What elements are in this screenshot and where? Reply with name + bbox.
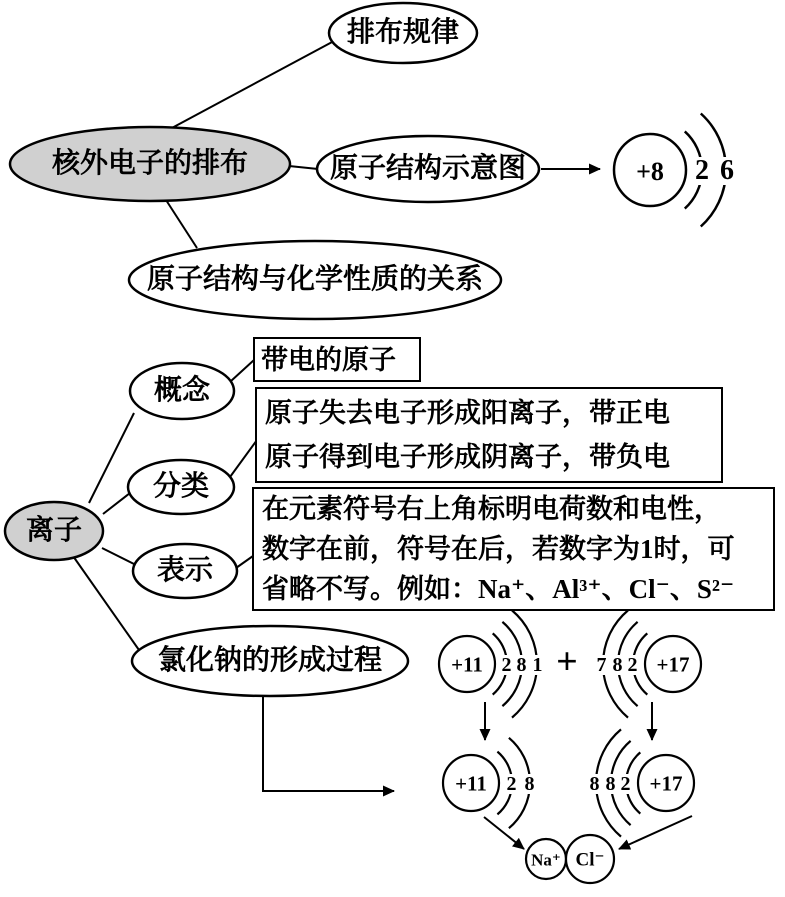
sodium-atom-nucleus-label: +11 xyxy=(451,652,483,677)
sodium-atom-shell-1-count: 2 xyxy=(501,654,513,676)
cl-product-label: Cl⁻ xyxy=(575,849,605,871)
chlorine-atom-nucleus-label: +17 xyxy=(656,652,690,677)
node-label-atomic-structure-diagram: 原子结构示意图 xyxy=(329,153,527,184)
connector-ion-to-representation xyxy=(102,548,134,564)
arrow-sodium-ion-to-na xyxy=(484,817,524,849)
oxygen-shell-1-count: 2 xyxy=(695,155,709,186)
notation-line-3: 省略不写。例如：Na⁺、Al³⁺、Cl⁻、S²⁻ xyxy=(262,574,735,604)
classification-line-1: 原子失去电子形成阳离子，带正电 xyxy=(265,398,670,428)
sodium-atom-shell-3-count: 1 xyxy=(532,654,544,676)
concept-definition-text: 带电的原子 xyxy=(261,344,396,375)
node-label-classification: 分类 xyxy=(152,471,210,502)
chloride-ion-nucleus-label: +17 xyxy=(649,771,683,796)
connector-ion-to-nacl xyxy=(73,556,139,650)
connector-electrons-to-rules xyxy=(170,41,334,129)
arrow-nacl-to-process xyxy=(263,697,394,791)
sodium-atom-shell-2-count: 8 xyxy=(516,654,528,676)
notation-box xyxy=(252,487,775,611)
connector-electrons-to-relation xyxy=(166,200,197,248)
connector-electrons-to-diagram xyxy=(289,166,318,169)
classification-box xyxy=(255,387,723,483)
chlorine-atom-shell-2-count: 8 xyxy=(612,654,624,676)
node-label-representation: 表示 xyxy=(156,555,214,586)
oxygen-shell-2-count: 6 xyxy=(720,155,734,186)
chloride-ion-shell-1-count: 2 xyxy=(620,773,632,795)
sodium-ion-shell-1-count: 2 xyxy=(506,773,518,795)
na-product-label: Na⁺ xyxy=(531,850,561,870)
connector-representation-to-box xyxy=(236,556,253,568)
connector-ion-to-classification xyxy=(103,493,130,514)
oxygen-nucleus-label: +8 xyxy=(636,157,664,186)
node-label-extranuclear-electrons: 核外电子的排布 xyxy=(51,148,249,179)
node-label-arrangement-rules: 排布规律 xyxy=(346,17,460,48)
connector-concept-to-box xyxy=(231,360,254,381)
node-label-structure-property-relation: 原子结构与化学性质的关系 xyxy=(146,264,484,295)
notation-line-1: 在元素符号右上角标明电荷数和电性， xyxy=(262,494,721,524)
arrow-chloride-ion-to-cl xyxy=(619,816,692,849)
chlorine-atom-shell-3-count: 7 xyxy=(596,654,608,676)
node-label-concept: 概念 xyxy=(153,375,211,406)
sodium-ion-nucleus-label: +11 xyxy=(455,771,487,796)
concept-definition-box xyxy=(253,337,421,382)
sodium-ion-shell-2-count: 8 xyxy=(524,773,536,795)
node-label-nacl-formation: 氯化钠的形成过程 xyxy=(157,645,383,676)
classification-line-2: 原子得到电子形成阴离子，带负电 xyxy=(265,442,670,472)
notation-line-2: 数字在前，符号在后，若数字为1时，可 xyxy=(262,534,735,564)
connector-classification-to-box xyxy=(230,440,257,477)
plus-sign: + xyxy=(556,641,578,683)
chloride-ion-shell-3-count: 8 xyxy=(589,773,601,795)
chloride-ion-shell-2-count: 8 xyxy=(605,773,617,795)
node-label-ion: 离子 xyxy=(25,515,83,546)
chlorine-atom-shell-1-count: 2 xyxy=(627,654,639,676)
